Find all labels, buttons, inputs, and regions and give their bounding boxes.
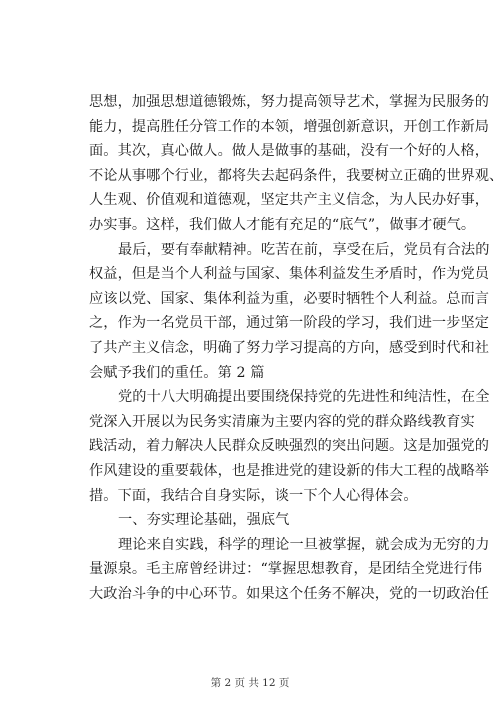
text-line: 人生观、价值观和道德观，坚定共产主义信念，为人民办好事， [89,192,490,209]
text-line: 践活动，着力解决人民群众反映强烈的突出问题。这是加强党的 [89,438,490,455]
text-line: 思想，加强思想道德锻炼，努力提高领导艺术，掌握为民服务的 [89,94,490,110]
text-line: 措。下面，我结合自身实际，谈一下个人心得体会。 [89,487,418,504]
text-line: 理论来自实践，科学的理论一旦被掌握，就会成为无穷的力 [118,536,490,553]
text-line: 量源泉。毛主席曾经讲过：“掌握思想教育，是团结全党进行伟 [89,561,483,578]
text-line: 之，作为一名党员干部，通过第一阶段的学习，我们进一步坚定 [89,315,490,332]
text-line: 会赋予我们的重任。第 2 篇 [89,364,265,381]
text-line: 能力，提高胜任分管工作的本领，增强创新意识，开创工作新局 [89,118,490,135]
text-line: 作风建设的重要载体，也是推进党的建设新的伟大工程的战略举 [89,462,490,479]
page-footer: 第 2 页 共 12 页 [210,677,290,689]
text-line: 办实事。这样，我们做人才能有充足的“底气”，做事才硬气。 [89,216,476,233]
text-line: 面。其次，真心做人。做人是做事的基础，没有一个好的人格， [89,143,490,160]
text-line: 应该以党、国家、集体利益为重，必要时牺牲个人利益。总而言 [89,290,490,307]
text-line: 了共产主义信念，明确了努力学习提高的方向，感受到时代和社 [89,339,490,356]
text-line: 大政治斗争的中心环节。如果这个任务不解决，党的一切政治任 [89,585,490,602]
text-line: 一、夯实理论基础，强底气 [118,512,290,529]
text-line: 最后，要有奉献精神。吃苦在前，享受在后，党员有合法的 [118,241,490,258]
text-line: 不论从事哪个行业，都将失去起码条件，我要树立正确的世界观、 [89,167,503,184]
document-body [89,90,503,606]
text-line: 权益，但是当个人利益与国家、集体利益发生矛盾时，作为党员 [89,266,490,283]
text-line: 党深入开展以为民务实清廉为主要内容的党的群众路线教育实 [89,413,475,430]
text-line: 党的十八大明确提出要围绕保持党的先进性和纯洁性，在全 [118,389,490,406]
